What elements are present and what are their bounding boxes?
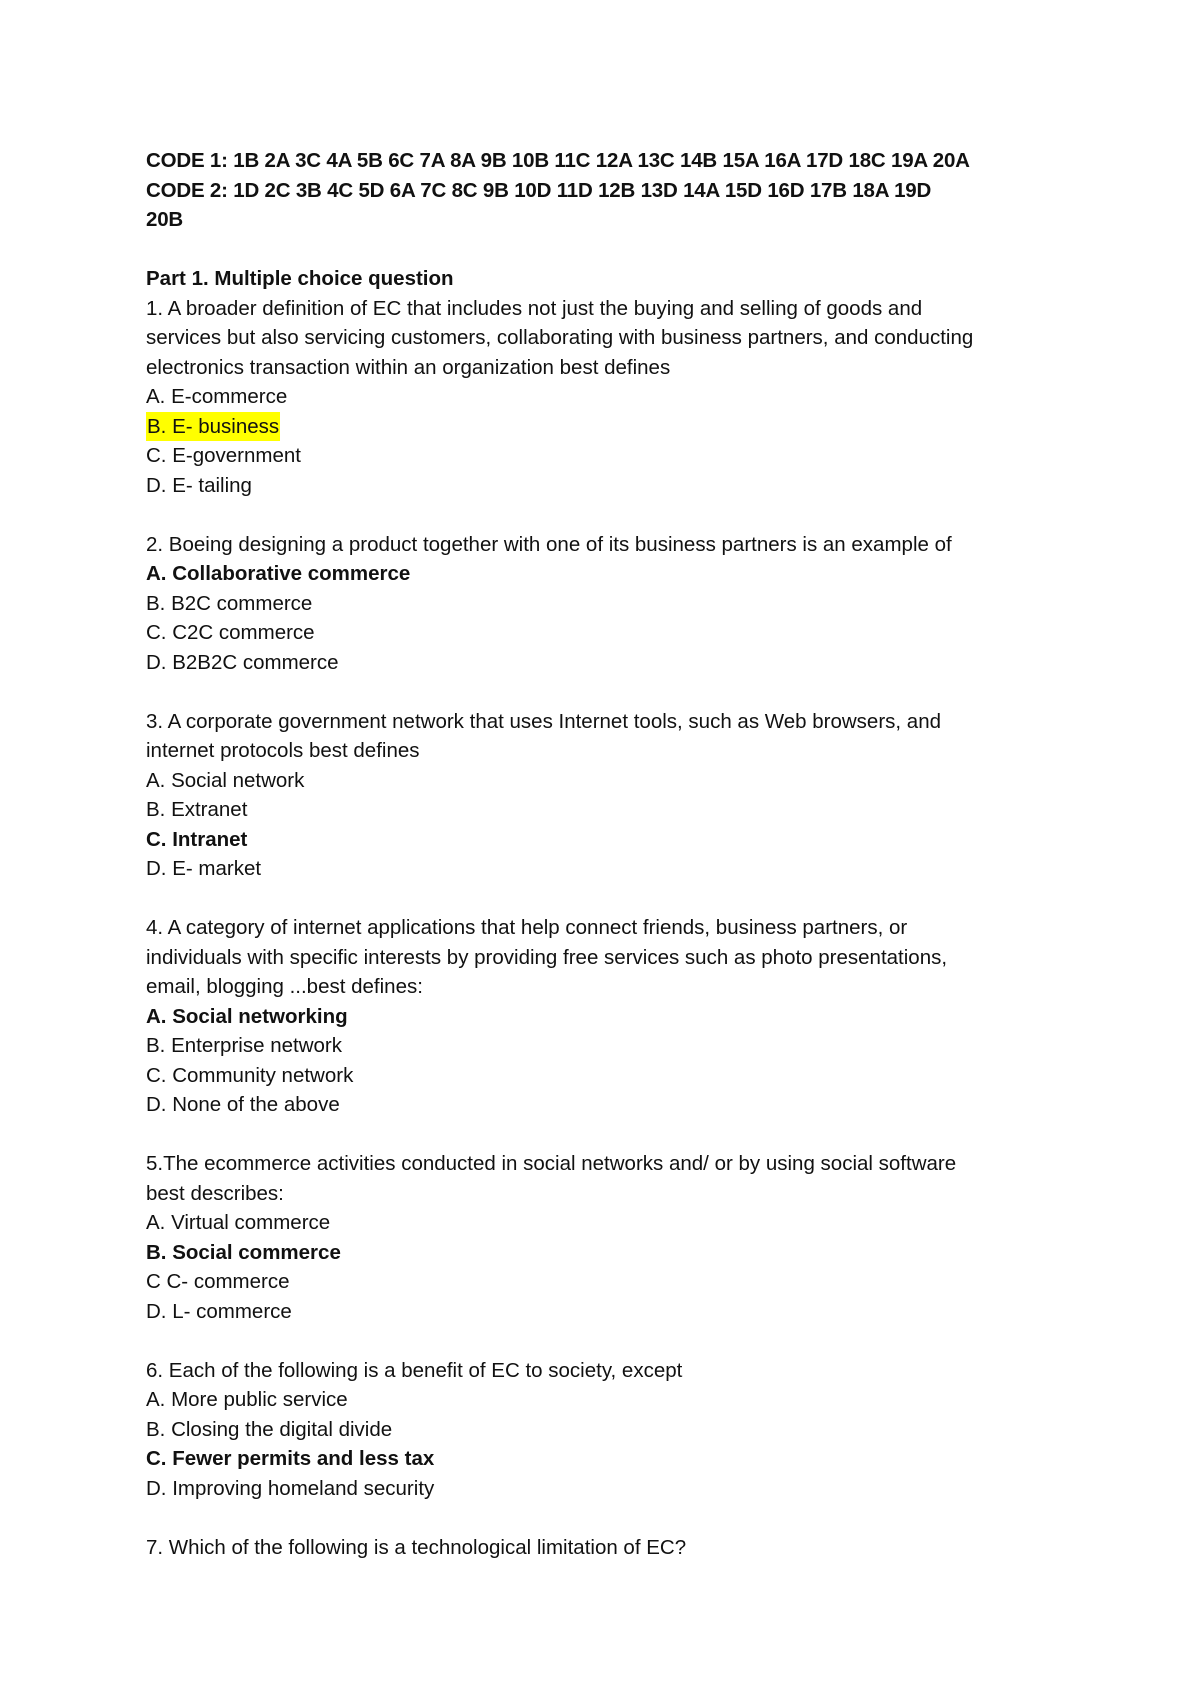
correct-answer-option: A. Social networking — [146, 1004, 348, 1028]
question-text-line: individuals with specific interests by providing free services such as photo presentations, — [146, 945, 948, 969]
answer-option: A. Virtual commerce — [146, 1211, 331, 1234]
spacer — [146, 1503, 1076, 1533]
spacer — [146, 500, 1076, 530]
spacer — [146, 677, 1076, 707]
question-text-line: 7. Which of the following is a technological limitation of EC? — [146, 1535, 687, 1559]
answer-option: B. Extranet — [146, 798, 248, 821]
question-text-line: 4. A category of internet applications that help connect friends, business partners, or — [146, 916, 908, 939]
question-text-line: services but also servicing customers, collaborating with business partners, and conducting — [146, 326, 974, 349]
answer-option: A. E-commerce — [146, 385, 288, 408]
answer-option: D. E- tailing — [146, 473, 252, 497]
question-text-line: 3. A corporate government network that uses Internet tools, such as Web browsers, and — [146, 709, 941, 733]
question-3 — [146, 707, 1076, 884]
answer-option: C C- commerce — [146, 1270, 290, 1293]
question-text-line: 5.The ecommerce activities conducted in social networks and/ or by using social software — [146, 1152, 957, 1175]
part-title: Part 1. Multiple choice question — [146, 267, 454, 290]
answer-option: D. E- market — [146, 857, 262, 880]
question-text-line: 1. A broader definition of EC that includes not just the buying and selling of goods and — [146, 296, 923, 320]
answer-option: B. B2C commerce — [146, 591, 313, 615]
spacer — [146, 1326, 1076, 1356]
answer-option: C. Community network — [146, 1063, 354, 1087]
answer-option: D. None of the above — [146, 1093, 340, 1116]
spacer — [146, 235, 1076, 265]
question-text-line: internet protocols best defines — [146, 739, 420, 762]
answer-option: D. L- commerce — [146, 1299, 292, 1323]
answer-option: C. C2C commerce — [146, 621, 315, 644]
spacer — [146, 884, 1076, 914]
correct-answer-option: A. Collaborative commerce — [146, 562, 411, 585]
question-7 — [146, 1533, 1076, 1563]
spacer — [146, 1120, 1076, 1150]
question-text-line: 2. Boeing designing a product together with one of its business partners is an example of — [146, 532, 952, 556]
answer-option: A. More public service — [146, 1388, 348, 1411]
question-list — [146, 294, 1076, 1563]
answer-option: B. Enterprise network — [146, 1034, 342, 1057]
question-text-line: best describes: — [146, 1181, 284, 1205]
question-2 — [146, 530, 1076, 678]
correct-answer-option: C. Fewer permits and less tax — [146, 1447, 435, 1470]
question-text-line: electronics transaction within an organization best defines — [146, 355, 671, 379]
question-4 — [146, 913, 1076, 1120]
answer-option: C. E-government — [146, 444, 301, 467]
question-1 — [146, 294, 1076, 501]
answer-code-2-continued: 20B — [146, 208, 184, 231]
highlighted-answer: B. E- business — [146, 412, 280, 442]
question-text-line: email, blogging ...best defines: — [146, 975, 423, 998]
question-6 — [146, 1356, 1076, 1504]
correct-answer-option: C. Intranet — [146, 827, 248, 851]
answer-option: A. Social network — [146, 768, 305, 792]
question-5 — [146, 1149, 1076, 1326]
question-text-line: 6. Each of the following is a benefit of EC to society, except — [146, 1358, 683, 1382]
answer-code-2: CODE 2: 1D 2C 3B 4C 5D 6A 7C 8C 9B 10D 11D 12B 13D 14A 15D 16D 17B 18A 19D — [146, 178, 932, 202]
document-content — [146, 146, 1076, 1562]
answer-option: B. Closing the digital divide — [146, 1417, 393, 1441]
correct-answer-option: B. Social commerce — [146, 1240, 341, 1264]
answer-code-1: CODE 1: 1B 2A 3C 4A 5B 6C 7A 8A 9B 10B 11C 12A 13C 14B 15A 16A 17D 18C 19A 20A — [146, 149, 970, 172]
answer-option: D. Improving homeland security — [146, 1476, 435, 1500]
answer-option — [146, 412, 1076, 442]
answer-option: D. B2B2C commerce — [146, 650, 339, 674]
